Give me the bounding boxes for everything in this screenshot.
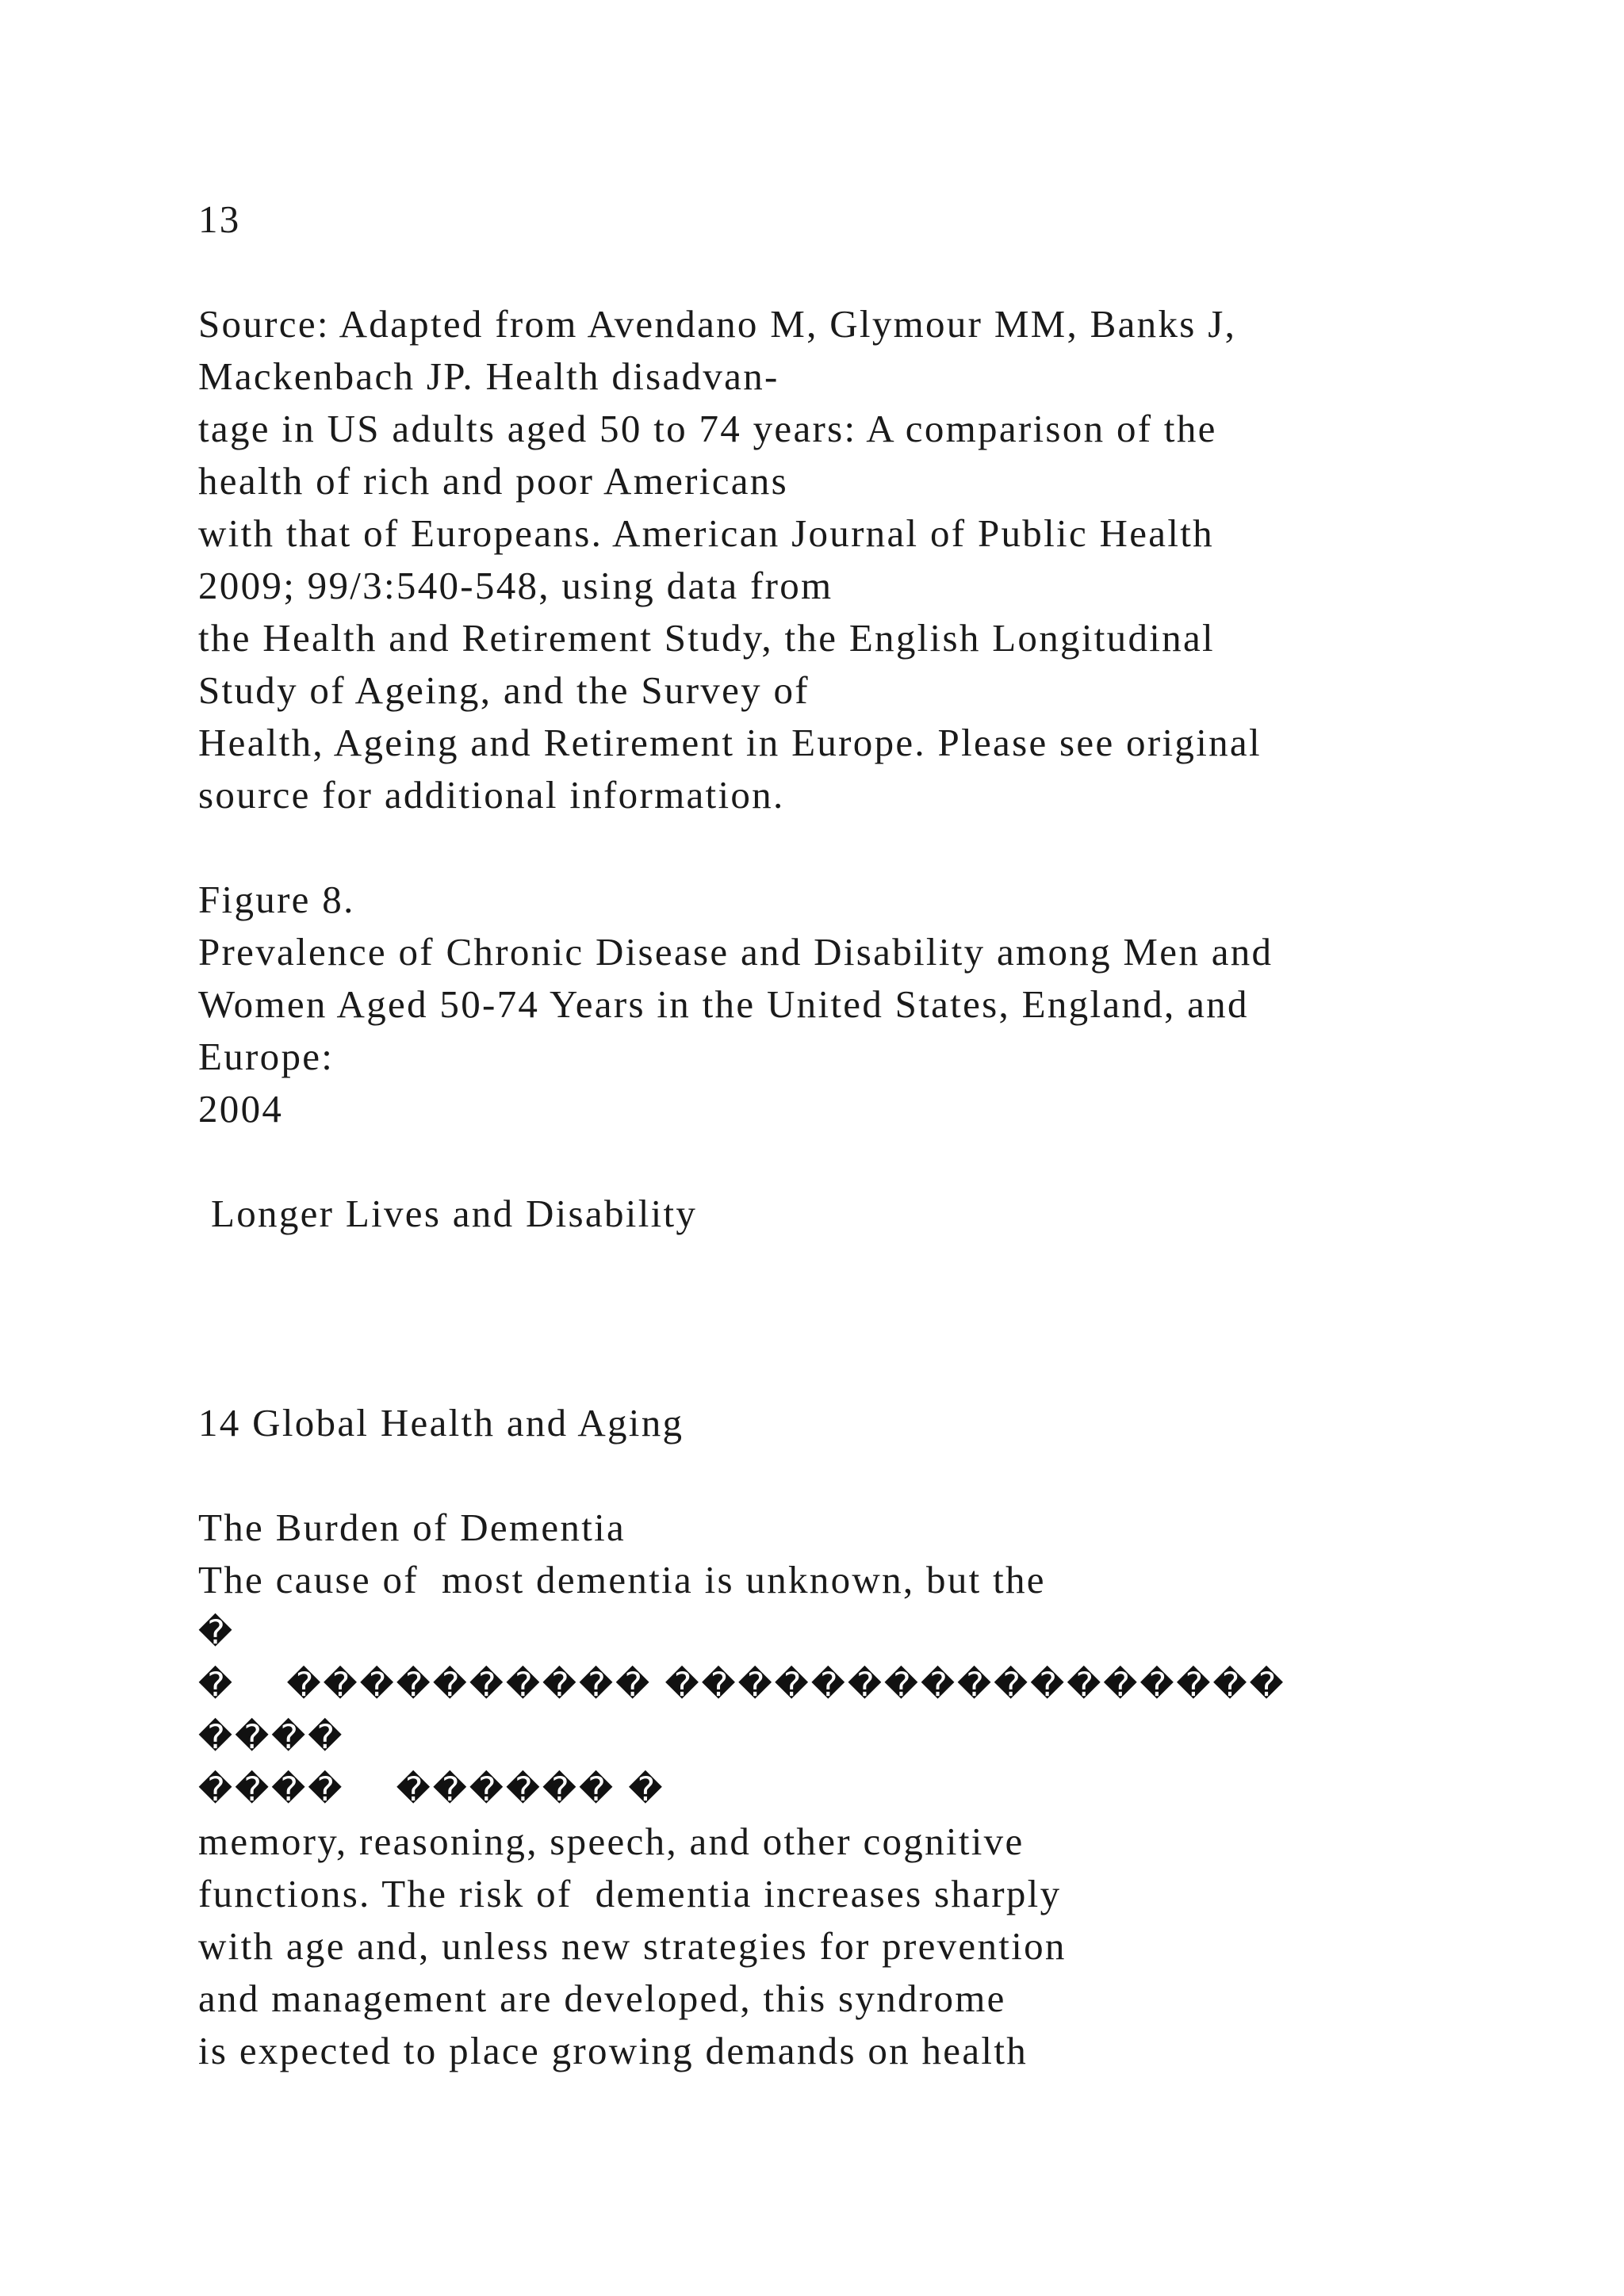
garbled-line: ���� ������ �	[198, 1770, 665, 1808]
spacer	[198, 246, 1435, 298]
figure-title-line: Prevalence of Chronic Disease and Disability among Men and	[198, 930, 1274, 974]
spacer	[198, 821, 1435, 874]
figure-title	[198, 926, 1435, 1135]
spacer	[198, 1345, 1435, 1397]
garbled-line: ����	[198, 1717, 345, 1756]
figure-label: Figure 8.	[198, 878, 355, 921]
section-heading: Longer Lives and Disability	[211, 1192, 698, 1235]
body-line: memory, reasoning, speech, and other cognitive	[198, 1820, 1025, 1863]
figure-title-line: Europe:	[198, 1035, 335, 1078]
document-page	[198, 193, 1435, 2077]
source-line: Source: Adapted from Avendano M, Glymour MM, Banks J,	[198, 302, 1237, 346]
page-number: 13	[198, 197, 241, 241]
figure-title-line: 2004	[198, 1087, 284, 1131]
source-line: Health, Ageing and Retirement in Europe. Please see original	[198, 721, 1262, 764]
body-intro: The cause of most dementia is unknown, but the	[198, 1558, 1046, 1601]
source-line: with that of Europeans. American Journal of Public Health	[198, 511, 1214, 555]
source-line: Study of Ageing, and the Survey of	[198, 668, 810, 712]
source-line: source for additional information.	[198, 773, 785, 817]
garbled-text-block	[198, 1606, 1435, 1816]
body-line: functions. The risk of dementia increases sharply	[198, 1872, 1062, 1915]
spacer	[198, 1449, 1435, 1502]
spacer	[198, 1135, 1435, 1188]
spacer	[198, 1240, 1435, 1292]
garbled-line: �	[198, 1613, 236, 1651]
spacer	[198, 1292, 1435, 1345]
source-line: tage in US adults aged 50 to 74 years: A comparison of the	[198, 407, 1217, 450]
figure-title-line: Women Aged 50-74 Years in the United States, England, and	[198, 982, 1249, 1026]
body-line: with age and, unless new strategies for prevention	[198, 1924, 1067, 1968]
source-line: Mackenbach JP. Health disadvan-	[198, 354, 779, 398]
body-line: and management are developed, this syndrome	[198, 1976, 1006, 2020]
body-line: is expected to place growing demands on health	[198, 2029, 1028, 2072]
running-header: 14 Global Health and Aging	[198, 1401, 684, 1445]
source-citation	[198, 298, 1435, 821]
source-line: health of rich and poor Americans	[198, 459, 788, 503]
garbled-line: � ���������� �����������������	[198, 1665, 1286, 1704]
body-paragraph	[198, 1816, 1435, 2077]
source-line: 2009; 99/3:540-548, using data from	[198, 564, 833, 607]
subheading: The Burden of Dementia	[198, 1506, 626, 1549]
source-line: the Health and Retirement Study, the English Longitudinal	[198, 616, 1215, 660]
